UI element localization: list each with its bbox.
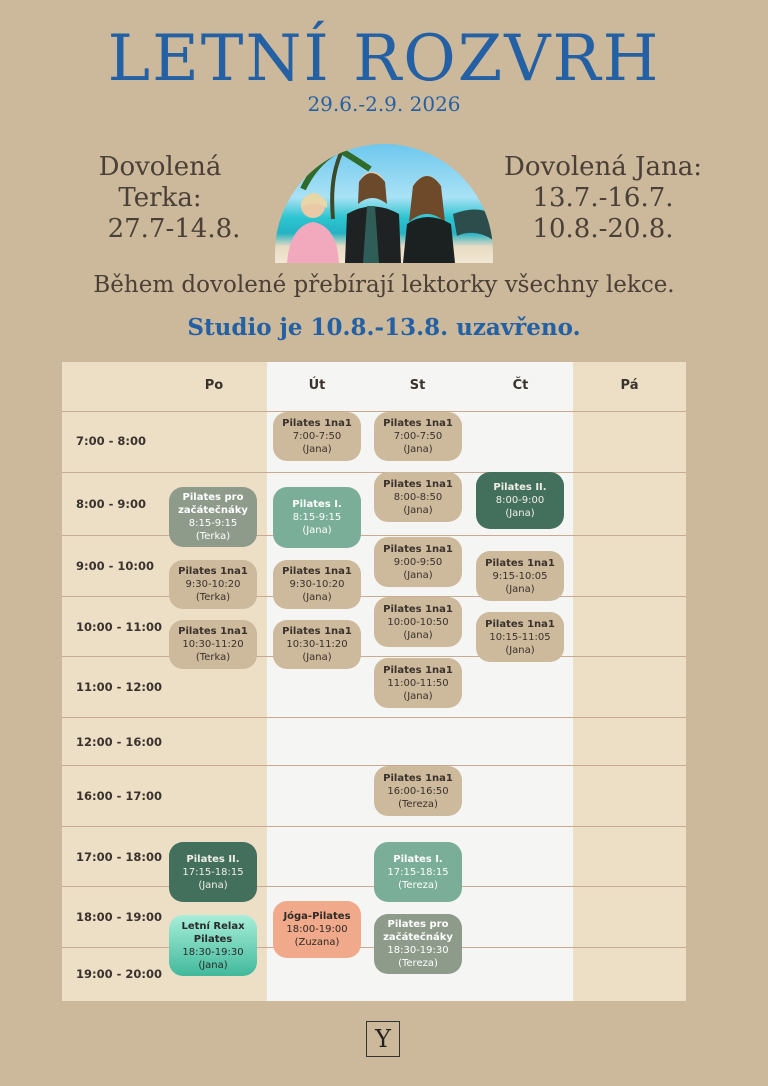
class-card[interactable]	[169, 487, 257, 547]
class-instructor: (Jana)	[302, 525, 332, 536]
class-name: Pilates 1na1	[178, 566, 248, 577]
class-time: 9:30-10:20	[289, 579, 345, 590]
class-time: 10:00-10:50	[387, 616, 449, 628]
class-card[interactable]	[169, 620, 257, 669]
class-name: Pilates 1na1	[282, 566, 352, 577]
class-card[interactable]	[374, 537, 462, 587]
season-dates: 29.6.-2.9. 2026	[307, 92, 461, 116]
day-header-ut: Út	[308, 378, 326, 393]
class-card[interactable]	[374, 914, 462, 974]
time-slot: 7:00 - 8:00	[76, 434, 146, 448]
class-name: Pilates II.	[186, 853, 240, 865]
page-title: LETNÍ ROZVRH	[107, 22, 661, 96]
vacation-terka-line1: Dovolená	[98, 152, 222, 182]
vacation-terka	[60, 152, 260, 245]
class-name: Pilates 1na1	[282, 418, 352, 429]
class-time: 9:15-10:05	[492, 570, 548, 582]
class-card[interactable]	[476, 551, 564, 601]
day-header-pa: Pá	[620, 378, 639, 393]
class-card[interactable]	[169, 915, 257, 976]
class-instructor: (Jana)	[505, 583, 535, 595]
class-name: Pilates 1na1	[485, 618, 555, 630]
class-instructor: (Jana)	[403, 690, 433, 702]
class-instructor: (Jana)	[505, 644, 535, 656]
vacation-jana-dates1: 13.7.-16.7.	[532, 183, 674, 213]
vacation-jana	[498, 152, 708, 245]
vacation-jana-line1: Dovolená Jana:	[504, 152, 702, 182]
class-card[interactable]	[169, 842, 257, 902]
class-name: Pilates 1na1	[383, 772, 453, 784]
class-card[interactable]	[374, 412, 462, 461]
class-time: 9:30-10:20	[185, 579, 241, 590]
class-instructor: (Tereza)	[398, 798, 438, 810]
class-instructor: (Terka)	[195, 592, 231, 603]
class-name: Pilates pro začátečnáky	[383, 919, 453, 943]
time-slot: 16:00 - 17:00	[76, 789, 162, 803]
class-instructor: (Terka)	[195, 652, 231, 663]
vacation-terka-dates: 27.7-14.8.	[107, 214, 241, 244]
row-divider	[62, 472, 686, 473]
row-divider	[62, 656, 686, 657]
class-time: 16:00-16:50	[387, 785, 449, 797]
class-instructor: (Jana)	[403, 504, 433, 516]
class-name: Pilates 1na1	[383, 478, 453, 490]
class-name: Pilates 1na1	[383, 664, 453, 676]
class-name: Pilates I.	[292, 499, 342, 510]
class-time: 18:30-19:30	[182, 946, 244, 958]
substitution-note: Během dovolené přebírají lektorky všechny lekce.	[93, 272, 675, 298]
class-time: 10:30-11:20	[286, 639, 348, 650]
class-name: Pilates 1na1	[178, 626, 248, 637]
column-pa	[573, 362, 686, 1001]
studio-logo: Y	[366, 1021, 400, 1057]
class-card[interactable]	[476, 612, 564, 662]
class-card[interactable]	[273, 620, 361, 669]
row-divider	[62, 535, 686, 536]
row-divider	[62, 765, 686, 766]
class-card[interactable]	[476, 472, 564, 529]
class-time: 8:00-9:00	[495, 495, 545, 506]
class-time: 10:30-11:20	[182, 639, 244, 650]
class-instructor: (Jana)	[302, 444, 332, 455]
time-slot: 12:00 - 16:00	[76, 735, 162, 749]
class-instructor: (Jana)	[302, 652, 332, 663]
class-name: Pilates 1na1	[383, 418, 453, 429]
class-time: 18:00-19:00	[286, 924, 348, 935]
class-name: Pilates II.	[493, 482, 547, 493]
class-instructor: (Jana)	[403, 444, 433, 455]
class-time: 10:15-11:05	[489, 631, 551, 643]
day-header-st: St	[409, 378, 426, 393]
time-slot: 9:00 - 10:00	[76, 559, 154, 573]
class-time: 8:15-9:15	[292, 512, 342, 523]
class-instructor: (Zuzana)	[294, 937, 340, 948]
vacation-terka-line2: Terka:	[118, 183, 202, 213]
class-instructor: (Jana)	[403, 569, 433, 581]
class-instructor: (Jana)	[403, 629, 433, 641]
time-slot: 19:00 - 20:00	[76, 967, 162, 981]
class-time: 17:15-18:15	[387, 866, 449, 878]
row-divider	[62, 411, 686, 412]
class-card[interactable]	[169, 560, 257, 609]
class-time: 9:00-9:50	[393, 556, 443, 568]
class-instructor: (Tereza)	[398, 958, 438, 969]
class-card[interactable]	[374, 597, 462, 647]
instructors-photo	[275, 144, 493, 263]
class-name: Letní Relax Pilates	[181, 920, 245, 945]
schedule-table	[62, 362, 686, 1001]
class-time: 17:15-18:15	[182, 866, 244, 878]
row-divider	[62, 717, 686, 718]
class-name: Pilates 1na1	[485, 557, 555, 569]
time-slot: 18:00 - 19:00	[76, 910, 162, 924]
class-instructor: (Terka)	[195, 531, 231, 542]
class-time: 7:00-7:50	[393, 431, 443, 442]
vacation-jana-dates2: 10.8.-20.8.	[532, 214, 674, 244]
class-time: 7:00-7:50	[292, 431, 342, 442]
class-card[interactable]	[273, 487, 361, 548]
class-name: Pilates 1na1	[383, 543, 453, 555]
class-instructor: (Jana)	[505, 508, 535, 519]
day-header-ct: Čt	[512, 378, 529, 393]
class-name: Pilates 1na1	[383, 603, 453, 615]
class-card[interactable]	[374, 472, 462, 522]
class-instructor: (Tereza)	[398, 879, 438, 891]
class-instructor: (Jana)	[198, 959, 228, 971]
class-card[interactable]	[273, 560, 361, 609]
day-header-po: Po	[204, 378, 224, 393]
class-time: 11:00-11:50	[387, 677, 449, 689]
class-instructor: (Jana)	[302, 592, 332, 603]
class-time: 8:00-8:50	[393, 491, 443, 503]
row-divider	[62, 596, 686, 597]
class-time: 8:15-9:15	[188, 518, 238, 529]
class-card[interactable]	[374, 766, 462, 816]
closure-note: Studio je 10.8.-13.8. uzavřeno.	[187, 314, 581, 341]
class-card[interactable]	[374, 658, 462, 708]
class-name: Pilates 1na1	[282, 626, 352, 637]
time-slot: 8:00 - 9:00	[76, 497, 146, 511]
class-card[interactable]	[273, 412, 361, 461]
class-card[interactable]	[374, 842, 462, 902]
class-card[interactable]	[273, 901, 361, 958]
class-name: Pilates pro začátečnáky	[178, 492, 248, 516]
column-ct	[468, 362, 573, 1001]
class-name: Pilates I.	[393, 853, 443, 865]
time-slot: 17:00 - 18:00	[76, 850, 162, 864]
class-name: Jóga-Pilates	[283, 911, 351, 922]
row-divider	[62, 826, 686, 827]
time-slot: 10:00 - 11:00	[76, 620, 162, 634]
class-time: 18:30-19:30	[387, 945, 449, 956]
time-slot: 11:00 - 12:00	[76, 680, 162, 694]
column-po	[161, 362, 267, 1001]
class-instructor: (Jana)	[198, 879, 228, 891]
